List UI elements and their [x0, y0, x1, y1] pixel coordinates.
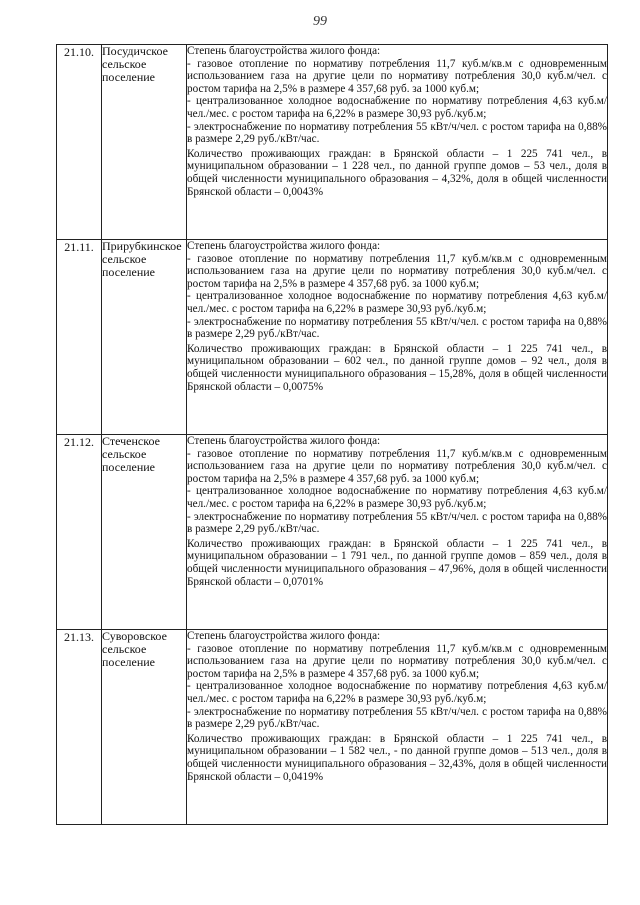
improvement-heading: Степень благоустройства жилого фонда: [187, 435, 381, 447]
residents-count: Количество проживающих граждан: в Брянской области – 1 225 741 чел., в муниципальном образовании – 1 582 чел., - по данной группе домов – 513 чел., доля в общей численности муниципального образования – 32,43%, доля в общей численности Брянской области – 0,0419% [187, 732, 607, 783]
water-supply-item: - централизованное холодное водоснабжение по нормативу потребления 4,63 куб.м/чел./мес. с ростом тарифа на 6,22% в размере 30,93 руб./куб.м; [187, 95, 607, 120]
settlement-name [102, 435, 187, 630]
settlement-name-line: поселение [102, 655, 156, 669]
settlement-name-line: поселение [102, 460, 156, 474]
table-row [57, 630, 608, 825]
settlement-name-line: Прирубкинское [102, 239, 182, 253]
row-number: 21.13. [57, 630, 102, 825]
gas-heating-item: - газовое отопление по нормативу потребления 11,7 куб.м/кв.м с одновременным использованием газа на другие цели по нормативу потребления 30,0 куб.м/чел. с ростом тарифа на 2,5% в размере 4 357,68 руб. за 1000 куб.м; [187, 57, 607, 95]
residents-count: Количество проживающих граждан: в Брянской области – 1 225 741 чел., в муниципальном образовании – 602 чел., по данной группе домов – 92 чел., доля в общей численности муниципального образования – 15,28%, доля в общей численности Брянской области – 0,0075% [187, 342, 607, 393]
table-row [57, 45, 608, 240]
electricity-item: - электроснабжение по нормативу потребления 55 кВт/ч/чел. с ростом тарифа на 0,88% в размере 2,29 руб./кВт/час. [187, 315, 607, 341]
settlement-name [102, 630, 187, 825]
settlement-name-line: поселение [102, 70, 156, 84]
settlements-table [56, 44, 608, 825]
settlement-description [187, 45, 608, 240]
improvement-heading: Степень благоустройства жилого фонда: [187, 240, 381, 252]
settlement-name-line: Стеченское [102, 434, 160, 448]
settlement-description [187, 240, 608, 435]
electricity-item: - электроснабжение по нормативу потребления 55 кВт/ч/чел. с ростом тарифа на 0,88% в размере 2,29 руб./кВт/час. [187, 120, 607, 146]
settlement-name [102, 45, 187, 240]
settlement-name-line: Суворовское [102, 629, 167, 643]
row-number: 21.11. [57, 240, 102, 435]
settlement-name-line: Посудичское [102, 44, 168, 58]
water-supply-item: - централизованное холодное водоснабжение по нормативу потребления 4,63 куб.м/чел./мес. с ростом тарифа на 6,22% в размере 30,93 руб./куб.м; [187, 290, 607, 315]
settlement-description [187, 435, 608, 630]
settlement-name-line: сельское [102, 447, 147, 461]
settlement-name [102, 240, 187, 435]
gas-heating-item: - газовое отопление по нормативу потребления 11,7 куб.м/кв.м с одновременным использованием газа на другие цели по нормативу потребления 30,0 куб.м/чел. с ростом тарифа на 2,5% в размере 4 357,68 руб. за 1000 куб.м; [187, 642, 607, 680]
row-number: 21.12. [57, 435, 102, 630]
settlement-name-line: сельское [102, 252, 147, 266]
page-number: 99 [313, 14, 327, 29]
electricity-item: - электроснабжение по нормативу потребления 55 кВт/ч/чел. с ростом тарифа на 0,88% в размере 2,29 руб./кВт/час. [187, 705, 607, 731]
settlement-name-line: сельское [102, 57, 147, 71]
settlement-name-line: сельское [102, 642, 147, 656]
improvement-heading: Степень благоустройства жилого фонда: [187, 45, 381, 57]
improvement-heading: Степень благоустройства жилого фонда: [187, 630, 381, 642]
settlement-name-line: поселение [102, 265, 156, 279]
residents-count: Количество проживающих граждан: в Брянской области – 1 225 741 чел., в муниципальном образовании – 1 228 чел., по данной группе домов – 53 чел., доля в общей численности муниципального образования – 4,32%, доля в общей численности Брянской области – 0,0043% [187, 147, 607, 198]
gas-heating-item: - газовое отопление по нормативу потребления 11,7 куб.м/кв.м с одновременным использованием газа на другие цели по нормативу потребления 30,0 куб.м/чел. с ростом тарифа на 2,5% в размере 4 357,68 руб. за 1000 куб.м; [187, 447, 607, 485]
electricity-item: - электроснабжение по нормативу потребления 55 кВт/ч/чел. с ростом тарифа на 0,88% в размере 2,29 руб./кВт/час. [187, 510, 607, 536]
row-number: 21.10. [57, 45, 102, 240]
table-row [57, 435, 608, 630]
water-supply-item: - централизованное холодное водоснабжение по нормативу потребления 4,63 куб.м/чел./мес. с ростом тарифа на 6,22% в размере 30,93 руб./куб.м; [187, 485, 607, 510]
gas-heating-item: - газовое отопление по нормативу потребления 11,7 куб.м/кв.м с одновременным использованием газа на другие цели по нормативу потребления 30,0 куб.м/чел. с ростом тарифа на 2,5% в размере 4 357,68 руб. за 1000 куб.м; [187, 252, 607, 290]
residents-count: Количество проживающих граждан: в Брянской области – 1 225 741 чел., в муниципальном образовании – 1 791 чел., по данной группе домов – 859 чел., доля в общей численности муниципального образования – 47,96%, доля в общей численности Брянской области – 0,0701% [187, 537, 607, 588]
settlement-description [187, 630, 608, 825]
table-row [57, 240, 608, 435]
water-supply-item: - централизованное холодное водоснабжение по нормативу потребления 4,63 куб.м/чел./мес. с ростом тарифа на 6,22% в размере 30,93 руб./куб.м; [187, 680, 607, 705]
